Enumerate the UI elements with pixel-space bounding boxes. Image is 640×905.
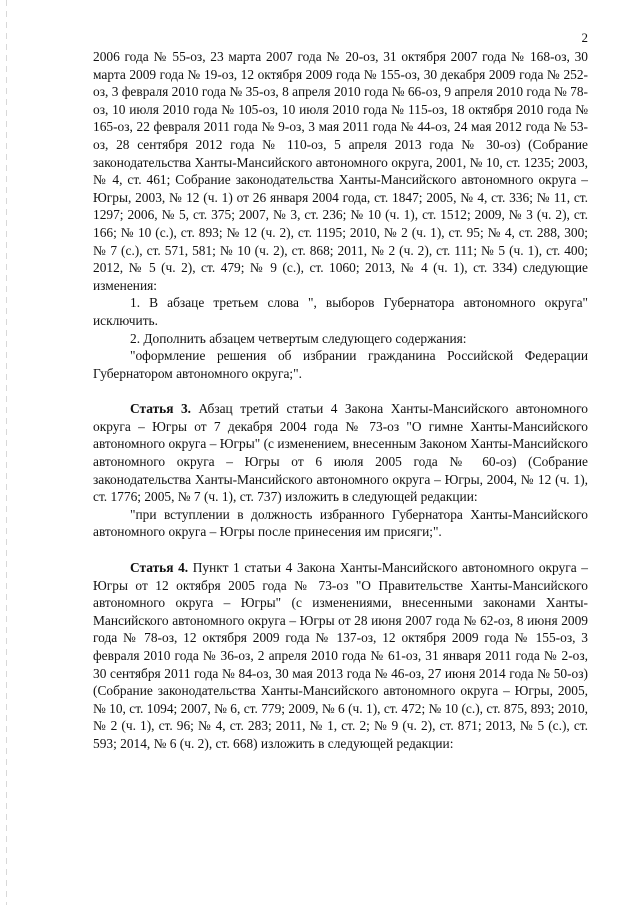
- article-3-heading: Статья 3.: [130, 401, 192, 417]
- scan-edge-artifact: [6, 0, 7, 905]
- article-3: [93, 400, 588, 506]
- amendment-item-2-quote: "оформление решения об избрании гражданина Российской Федерации Губернатором автономного округа;".: [93, 348, 588, 381]
- page-number: 2: [581, 30, 588, 45]
- article-4: [93, 559, 588, 753]
- document-body: [93, 48, 588, 753]
- article-3-quote: "при вступлении в должность избранного Губернатора Ханты-Мансийского автономного округа – Югры после принесения им присяги;".: [93, 506, 588, 540]
- article-3-text: Абзац третий статьи 4 Закона Ханты-Мансийского автономного округа – Югры от 7 декабря 2004 года № 73-оз "О гимне Ханты-Мансийского автономного округа – Югры" (с изменением, внесенным Законом Ханты-Мансийского автономного округа – Югры от 6 июля 2005 года № 60-оз) (Собрание законодательства Ханты-Мансийского автономного округа – Югры, 2004, № 12 (ч. 1), ст. 1776; 2005, № 7 (ч. 1), ст. 737) изложить в следующей редакции:: [93, 401, 588, 505]
- paragraph-continuation: 2006 года № 55-оз, 23 марта 2007 года № 20-оз, 31 октября 2007 года № 168-оз, 30 марта 2009 года № 19-оз, 12 октября 2009 года № 155-оз, 30 декабря 2009 года № 252-оз, 3 февраля 2010 года № 35-оз, 8 апреля 2010 года № 66-оз, 9 апреля 2010 года № 78-оз, 10 июля 2010 года № 105-оз, 10 июля 2010 года № 115-оз, 18 октября 2010 года № 165-оз, 22 февраля 2011 года № 9-оз, 3 мая 2011 года № 44-оз, 24 мая 2012 года № 53-оз, 28 сентября 2012 года № 110-оз, 5 апреля 2013 года № 30-оз) (Собрание законодательства Ханты-Мансийского автономного округа, 2001, № 10, ст. 1235; 2003, № 4, ст. 461; Собрание законодательства Ханты-Мансийского автономного округа – Югры, 2003, № 12 (ч. 1) от 26 января 2004 года, ст. 1847; 2005, № 4, ст. 336; № 11, ст. 1297; 2006, № 5, ст. 375; 2007, № 3, ст. 236; № 10 (ч. 1), ст. 1512; 2009, № 3 (ч. 2), ст. 166; № 10 (с.), ст. 893; № 12 (ч. 2), ст. 1195; 2010, № 2 (ч. 1), ст. 95; № 4, ст. 288, 300; № 7 (с.), ст. 571, 581; № 10 (ч. 2), ст. 868; 2011, № 2 (ч. 2), ст. 111; № 5 (ч. 1), ст. 400; 2012, № 5 (ч. 2), ст. 479; № 9 (с.), ст. 1060; 2013, № 4 (ч. 1), ст. 334) следующие изменения:: [93, 49, 588, 293]
- article-4-text: Пункт 1 статьи 4 Закона Ханты-Мансийского автономного округа – Югры от 12 октября 2005 года № 73-оз "О Правительстве Ханты-Мансийского автономного округа – Югры" (с изменениями, внесенными законами Ханты-Мансийского автономного округа – Югры от 28 июня 2007 года № 62-оз, 8 июня 2009 года № 78-оз, 12 октября 2009 года № 137-оз, 12 октября 2009 года № 155-оз, 3 февраля 2010 года № 36-оз, 2 апреля 2010 года № 61-оз, 31 января 2011 года № 2-оз, 30 сентября 2011 года № 84-оз, 30 мая 2013 года № 46-оз, 27 июня 2014 года № 50-оз) (Собрание законодательства Ханты-Мансийского автономного округа – Югры, 2005, № 10, ст. 1094; 2007, № 6, ст. 779; 2009, № 6 (ч. 1), ст. 472; № 10 (с.), ст. 875, 893; 2010, № 2 (ч. 1), ст. 96; № 4, ст. 283; 2011, № 1, ст. 2; № 9 (ч. 2), ст. 871; 2013, № 5 (с.), ст. 593; 2014, № 6 (ч. 2), ст. 668) изложить в следующей редакции:: [93, 560, 588, 751]
- amendment-item-1: 1. В абзаце третьем слова ", выборов Губернатора автономного округа" исключить.: [93, 295, 588, 328]
- amendment-item-2: 2. Дополнить абзацем четвертым следующего содержания:: [130, 330, 467, 346]
- article-4-heading: Статья 4.: [130, 560, 189, 576]
